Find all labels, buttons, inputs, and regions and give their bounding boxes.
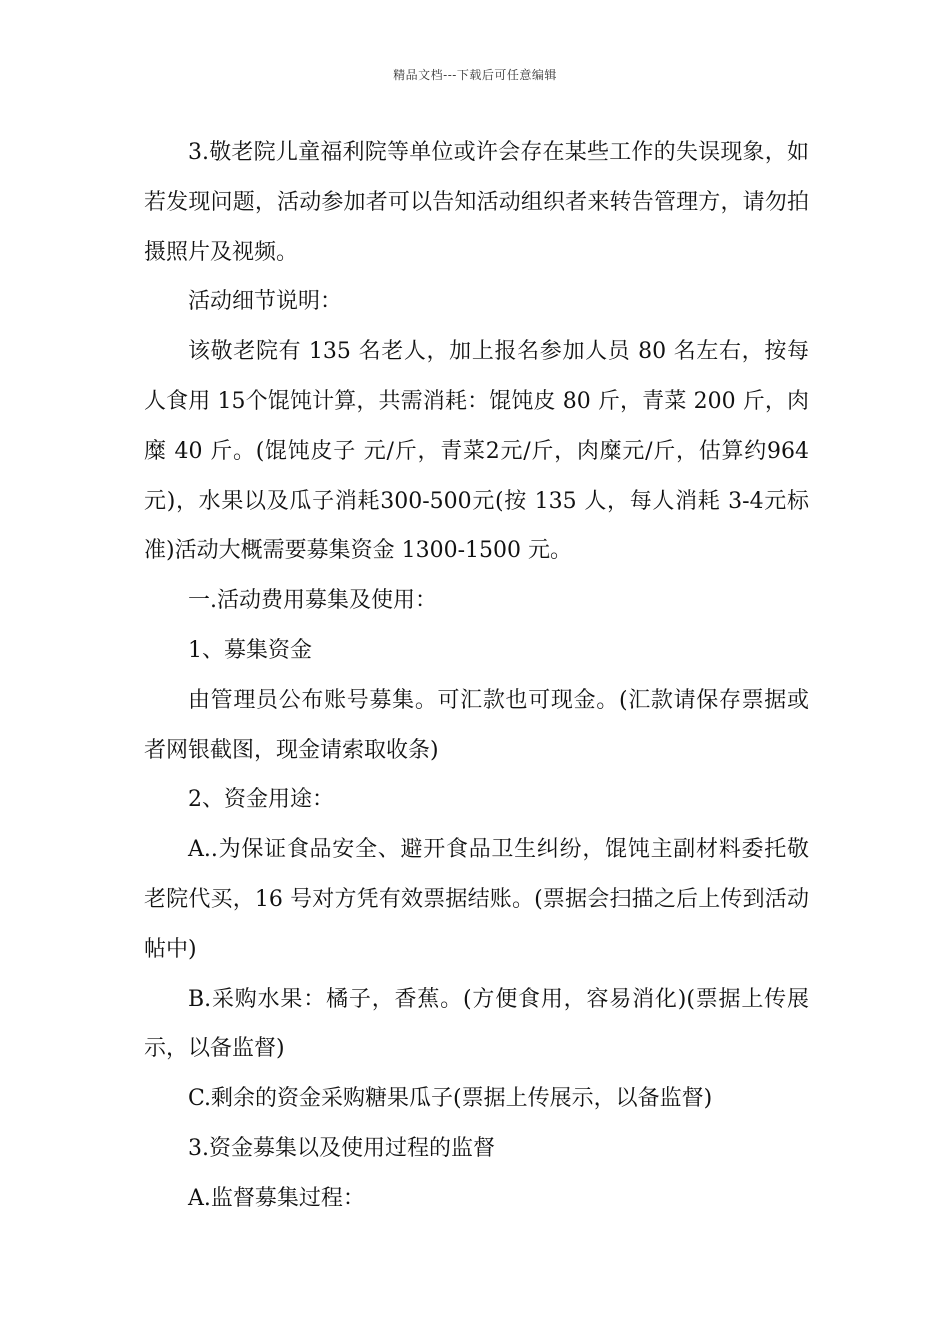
paragraph-details-heading: 活动细节说明： bbox=[188, 289, 343, 315]
paragraph-notice-mistakes: 3.敬老院儿童福利院等单位或许会存在某些工作的失误现象，如若发现问题，活动参加者可以告知活动组织者来转告管理方，请勿拍摄照片及视频。 bbox=[144, 140, 809, 265]
paragraph-usage-b: B.采购水果：橘子，香蕉。(方便食用，容易消化)(票据上传展示，以备监督) bbox=[144, 986, 809, 1062]
document-body bbox=[144, 128, 809, 1224]
page-header: 精品文档---下载后可任意编辑 bbox=[393, 68, 557, 82]
paragraph-cost-estimate: 该敬老院有 135 名老人，加上报名参加人员 80 名左右，按每人食用 15个馄饨计算，共需消耗：馄饨皮 80 斤，青菜 200 斤，肉糜 40 斤。(馄饨皮子 元/斤，青菜2元/斤，肉糜元/斤，估算约964元)，水果以及瓜子消耗300-500元(按 135 人，每人消耗 3-4元标准)活动大概需要募集资金 1300-1500 元。 bbox=[144, 339, 809, 564]
paragraph-usage-c: C.剩余的资金采购糖果瓜子(票据上传展示，以备监督) bbox=[188, 1086, 713, 1112]
paragraph-supervision-a: A.监督募集过程： bbox=[188, 1185, 365, 1211]
paragraph-usage-a: A..为保证食品安全、避开食品卫生纠纷，馄饨主副材料委托敬老院代买，16 号对方凭有效票据结账。(票据会扫描之后上传到活动帖中) bbox=[144, 837, 809, 962]
subheading-raise-funds: 1、募集资金 bbox=[188, 637, 312, 663]
paragraph-raise-method: 由管理员公布账号募集。可汇款也可现金。(汇款请保存票据或者网银截图，现金请索取收条) bbox=[144, 687, 809, 763]
subheading-supervision: 3.资金募集以及使用过程的监督 bbox=[188, 1135, 495, 1161]
subheading-fund-usage: 2、资金用途： bbox=[188, 787, 334, 813]
section-heading-fundraising: 一.活动费用募集及使用： bbox=[188, 588, 437, 614]
